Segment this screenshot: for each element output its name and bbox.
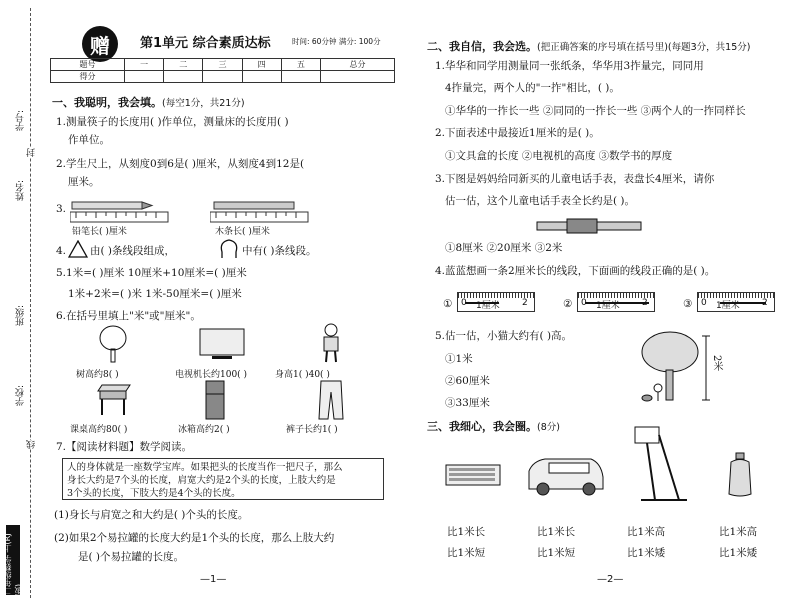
desk-height-label: 课桌高约80( ) [70, 425, 128, 435]
score-cell: 三 [203, 59, 242, 71]
circle-option-car-longer[interactable]: 比1米长 [537, 526, 576, 538]
choice-4-option-1-label: ① [443, 298, 453, 310]
reading-material-box [62, 458, 384, 500]
car-icon [525, 455, 605, 497]
desk-figure [96, 383, 132, 421]
question-7-sub2-line2: 是( )个易拉罐的长度。 [78, 551, 185, 563]
section-3-points: (8分) [537, 422, 560, 433]
page-number-left: —1— [200, 574, 227, 585]
question-4-text-b: 中有( )条线段。 [242, 245, 317, 257]
score-table-score-row [51, 71, 395, 83]
question-7-title: 7.【阅读材料题】数学阅读。 [56, 441, 193, 453]
section-3-title: 三、我细心，我会圈。 [427, 420, 537, 433]
triangle-icon [68, 240, 88, 258]
choice-4-option-3-label: ③ [683, 298, 693, 310]
ruler-option-3 [697, 292, 775, 312]
section-1-heading [52, 94, 245, 110]
choice-3-line2: 估一估，这个儿童电话手表全长约是( )。 [445, 195, 636, 207]
score-cell: 五 [281, 59, 320, 71]
ruler-num: 2 [642, 298, 648, 308]
circle-option-hoop-shorter[interactable]: 比1米矮 [627, 547, 666, 559]
gift-badge: 赠 [82, 26, 118, 62]
keyboard-icon [445, 462, 501, 488]
arch-shape-icon [218, 238, 240, 260]
section-2-heading [427, 38, 750, 54]
boy-height-label: 身高1( )40( ) [275, 370, 330, 380]
watch-figure [535, 218, 645, 238]
basketball-hoop-icon [633, 425, 693, 503]
name-label: 姓名: [16, 180, 26, 202]
school-label: 学校: [16, 385, 26, 407]
pants-icon [318, 380, 344, 420]
page-title: 第1单元 综合素质达标 [140, 36, 271, 51]
question-5-line1: 5.1米=( )厘米 10厘米+10厘米=( )厘米 [56, 267, 247, 279]
water-jug-icon [725, 452, 755, 498]
choice-5-option-1: ①1米 [445, 353, 473, 365]
choice-2-options: ①文具盒的长度 ②电视机的高度 ③数学书的厚度 [445, 150, 673, 162]
ruler-option-2 [577, 292, 655, 312]
score-input-cell[interactable] [281, 71, 320, 83]
section-3-heading [427, 418, 560, 434]
basketball-hoop-figure [633, 425, 693, 507]
question-4-text-a: 由( )条线段组成， [90, 245, 176, 257]
score-input-cell[interactable] [242, 71, 281, 83]
car-figure [525, 455, 605, 501]
pencil-length-label: 铅笔长( )厘米 [72, 227, 127, 237]
circle-option-hoop-taller[interactable]: 比1米高 [627, 526, 666, 538]
ruler-num: 2 [762, 298, 768, 308]
score-cell: 得分 [51, 71, 125, 83]
tv-figure [198, 327, 246, 365]
two-meter-label: 2米 [711, 355, 722, 372]
line-mark: 线 [27, 440, 37, 449]
section-1-title: 一、我聪明，我会填。 [52, 96, 162, 109]
section-2-title: 二、我自信，我会选。 [427, 40, 537, 53]
score-input-cell[interactable] [203, 71, 242, 83]
choice-5-option-3: ③33厘米 [445, 397, 490, 409]
wood-length-label: 木条长( )厘米 [215, 227, 270, 237]
section-2-points: (把正确答案的序号填在括号里)(每题3分，共15分) [537, 42, 751, 53]
question-5-line2: 1米+2米=( )米 1米-50厘米=( )厘米 [68, 288, 242, 300]
shape-figure [218, 238, 240, 264]
ruler-option-1 [457, 292, 535, 312]
student-id-label: 学号: [16, 110, 26, 132]
class-label: 班级: [16, 305, 26, 327]
binding-strip [0, 0, 40, 603]
circle-option-car-shorter[interactable]: 比1米短 [537, 547, 576, 559]
ruler-num: 0 [581, 298, 587, 308]
section-1-points: (每空1分，共21分) [162, 98, 245, 109]
circle-option-jug-shorter[interactable]: 比1米矮 [719, 547, 758, 559]
ruler-num: 1厘米 [476, 301, 500, 311]
question-2-line2: 厘米。 [68, 176, 100, 188]
choice-1-line1: 1.华华和同学用测量同一张纸条，华华用3拃量完，同同用 [435, 60, 704, 72]
score-table-header-row [51, 59, 395, 71]
page-number-right: —2— [597, 574, 624, 585]
boy-icon [318, 322, 344, 364]
drawn-segment [465, 302, 499, 304]
ruler-num: 0 [461, 298, 467, 308]
tree-height-label: 树高约8( ) [76, 370, 119, 380]
choice-4-question: 4.蓝蓝想画一条2厘米长的线段，下面画的线段正确的是( )。 [435, 265, 716, 277]
circle-option-keyboard-shorter[interactable]: 比1米短 [447, 547, 486, 559]
cat-tree-figure [630, 330, 720, 408]
boy-figure [318, 322, 344, 368]
wood-strip-icon [210, 200, 310, 224]
reading-line-3: 3个头的长度，下肢大约是4个头的长度。 [67, 488, 241, 499]
keyboard-figure [445, 462, 501, 492]
question-1-line2: 作单位。 [68, 134, 110, 146]
circle-option-keyboard-longer[interactable]: 比1米长 [447, 526, 486, 538]
fridge-height-label: 冰箱高约2( ) [178, 425, 230, 435]
tv-icon [198, 327, 246, 361]
score-cell: 四 [242, 59, 281, 71]
choice-5-option-2: ②60厘米 [445, 375, 490, 387]
choice-3-line1: 3.下图是妈妈给同新买的儿童电话手表，表盘长4厘米，请你 [435, 173, 715, 185]
drawn-segment [720, 302, 766, 304]
question-4-number: 4. [56, 245, 67, 257]
reading-line-2: 身长大约是7个头的长度，肩宽大约是2个头的长度，上肢大约是 [67, 475, 336, 486]
seal-mark: 封 [27, 148, 37, 157]
ruler-num: 1厘米 [596, 301, 620, 311]
circle-option-jug-taller[interactable]: 比1米高 [719, 526, 758, 538]
fridge-icon [205, 380, 225, 420]
score-cell: 总分 [320, 59, 394, 71]
score-cell: 二 [164, 59, 203, 71]
question-2-line1: 2.学生尺上，从刻度0到6是( )厘米，从刻度4到12是( [56, 158, 305, 170]
question-7-sub2-line1: (2)如果2个易拉罐的长度大约是1个头的长度，那么上肢大约 [54, 532, 335, 544]
choice-1-options: ①华华的一拃长一些 ②同同的一拃长一些 ③两个人的一拃同样长 [445, 105, 746, 117]
desk-icon [96, 383, 132, 417]
tree-and-kids-icon [630, 330, 720, 404]
drawn-segment [585, 302, 649, 304]
choice-1-line2: 4拃量完，两个人的"一拃"相比，( )。 [445, 82, 620, 94]
choice-3-options: ①8厘米 ②20厘米 ③2米 [445, 242, 563, 254]
score-table [50, 58, 395, 83]
question-1-line1: 1.测量筷子的长度用( )作单位，测量床的长度用( ) [56, 116, 289, 128]
score-input-cell[interactable] [164, 71, 203, 83]
score-cell: 一 [125, 59, 164, 71]
tree-icon [98, 325, 128, 363]
question-3-number: 3. [56, 203, 67, 215]
pants-figure [318, 380, 344, 424]
right-page [405, 0, 800, 603]
tree-figure [98, 325, 128, 367]
pencil-icon [70, 200, 170, 224]
choice-4-option-2-label: ② [563, 298, 573, 310]
pants-length-label: 裤子长约1( ) [286, 425, 338, 435]
fridge-figure [205, 380, 225, 424]
score-cell: 题号 [51, 59, 125, 71]
ruler-num: 0 [701, 298, 707, 308]
ruler-num: 1厘米 [716, 301, 740, 311]
watch-icon [535, 218, 645, 234]
question-7-sub1: (1)身长与肩宽之和大约是( )个头的长度。 [54, 509, 249, 521]
spine-title: 二年级数学 上(RJ版) [6, 525, 20, 595]
reading-line-1: 人的身体就是一座数学宝库。如果把头的长度当作一把尺子，那么 [67, 462, 343, 473]
tv-length-label: 电视机长约100( ) [175, 370, 248, 380]
cut-line [30, 8, 31, 598]
water-jug-figure [725, 452, 755, 502]
score-input-cell[interactable] [125, 71, 164, 83]
choice-5-question: 5.估一估，小猫大约有( )高。 [435, 330, 573, 342]
triangle-figure [68, 240, 88, 262]
ruler-num: 2 [522, 298, 528, 308]
exam-meta: 时间: 60分钟 满分: 100分 [292, 37, 381, 46]
score-input-cell[interactable] [320, 71, 394, 83]
choice-2-question: 2.下面表述中最接近1厘米的是( )。 [435, 127, 600, 139]
question-6-title: 6.在括号里填上"米"或"厘米"。 [56, 310, 201, 322]
